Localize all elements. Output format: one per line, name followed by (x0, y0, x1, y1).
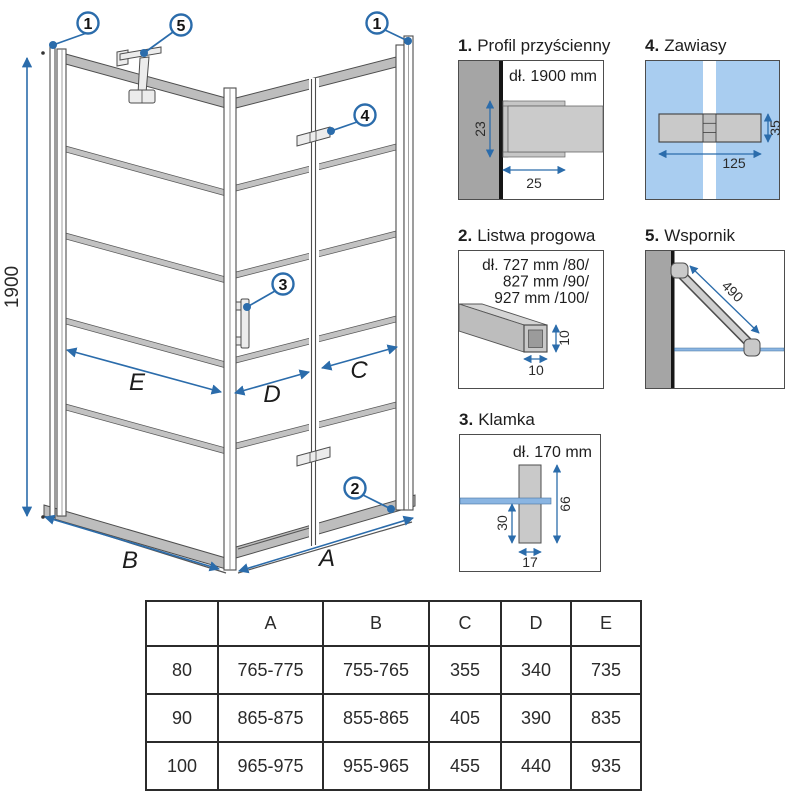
size-cell: 100 (146, 742, 218, 790)
dim-d (235, 372, 309, 408)
listwa-length-100: 927 mm /100/ (494, 290, 589, 307)
dim-10v-label: 10 (556, 330, 572, 346)
callout-wall-profile-left (49, 13, 99, 50)
value-cell: 935 (571, 742, 641, 790)
svg-text:4: 4 (360, 108, 370, 125)
value-cell: 455 (429, 742, 501, 790)
dim-10h-label: 10 (528, 362, 544, 378)
detail-title-zawiasy: 4. Zawiasy (645, 36, 727, 55)
dim-height-1900 (2, 51, 45, 519)
value-cell: 355 (429, 646, 501, 694)
callout-handle (243, 274, 294, 312)
detail-box-klamka (459, 434, 601, 572)
dim-23-label: 23 (472, 121, 488, 137)
value-cell: 855-865 (323, 694, 429, 742)
size-cell: 80 (146, 646, 218, 694)
header-cell-c: C (429, 601, 501, 646)
value-cell: 340 (501, 646, 571, 694)
wspornik-drawing (646, 251, 784, 388)
value-cell: 765-775 (218, 646, 323, 694)
klamka-drawing (460, 435, 600, 571)
right-wall-profile (396, 36, 413, 510)
size-row-80 (146, 646, 641, 694)
door-divider (309, 78, 319, 546)
value-cell: 965-975 (218, 742, 323, 790)
dim-d-label: D (263, 381, 281, 408)
profil-length-label: dł. 1900 mm (508, 68, 598, 85)
value-cell: 835 (571, 694, 641, 742)
corner-post (224, 88, 236, 570)
dim-c (322, 347, 397, 384)
callout-hinge (327, 105, 376, 136)
detail-box-profil (458, 60, 604, 200)
size-table (145, 600, 642, 791)
header-cell-e: E (571, 601, 641, 646)
value-cell: 735 (571, 646, 641, 694)
svg-text:1: 1 (372, 16, 382, 33)
callout-wall-profile-right (367, 13, 413, 46)
dim-35-label: 35 (767, 120, 783, 136)
left-glass-wall (44, 53, 226, 573)
value-cell: 405 (429, 694, 501, 742)
klamka-length-label: dł. 170 mm (512, 444, 592, 461)
dim-66-label: 66 (557, 496, 573, 512)
listwa-length-80: dł. 727 mm /80/ (482, 257, 589, 274)
value-cell: 390 (501, 694, 571, 742)
value-cell: 440 (501, 742, 571, 790)
svg-text:5: 5 (176, 18, 186, 35)
glass-panel-edge (675, 348, 785, 351)
dim-125-label: 125 (722, 155, 746, 171)
detail-title-klamka: 3. Klamka (459, 410, 535, 429)
dim-c-label: C (350, 357, 368, 384)
size-row-100 (146, 742, 641, 790)
detail-title-listwa: 2. Listwa progowa (458, 226, 596, 245)
left-wall-profile (50, 44, 66, 520)
listwa-length-90: 827 mm /90/ (502, 273, 589, 291)
enclosure-isometric-diagram (0, 0, 445, 600)
callout-bracket (140, 15, 192, 58)
size-table-header-row (146, 601, 641, 646)
svg-text:2: 2 (350, 481, 360, 498)
dim-25-label: 25 (526, 175, 542, 191)
listwa-drawing (459, 251, 603, 388)
dim-e-label: E (128, 369, 146, 396)
header-cell-size (146, 601, 218, 646)
size-row-90 (146, 694, 641, 742)
detail-box-wspornik (645, 250, 785, 389)
zawiasy-drawing (646, 61, 783, 199)
header-cell-d: D (501, 601, 571, 646)
value-cell: 955-965 (323, 742, 429, 790)
size-cell: 90 (146, 694, 218, 742)
detail-title-wspornik: 5. Wspornik (645, 226, 736, 245)
wall (646, 251, 671, 388)
glass-panel-edge (460, 498, 551, 504)
dim-17-label: 17 (522, 554, 538, 570)
dim-height-label: 1900 (2, 265, 23, 309)
svg-text:1: 1 (83, 16, 93, 33)
dim-a-label: A (318, 545, 336, 572)
dim-30-label: 30 (494, 515, 510, 531)
detail-box-zawiasy (645, 60, 783, 200)
detail-title-profil: 1. Profil przyścienny (458, 36, 611, 55)
dim-490-label: 490 (718, 277, 747, 306)
value-cell: 755-765 (323, 646, 429, 694)
profil-drawing (459, 61, 603, 199)
header-cell-a: A (218, 601, 323, 646)
dim-b-label: B (121, 547, 139, 574)
header-cell-b: B (323, 601, 429, 646)
svg-text:3: 3 (278, 277, 288, 294)
value-cell: 865-875 (218, 694, 323, 742)
detail-box-listwa (458, 250, 604, 389)
dim-b (45, 517, 219, 574)
